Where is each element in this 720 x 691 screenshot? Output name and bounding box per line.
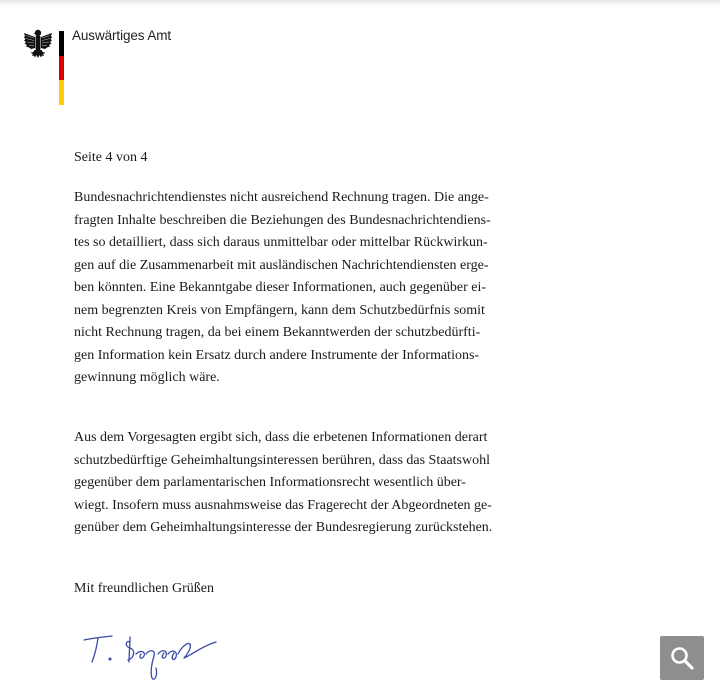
text-line: gen auf die Zusammenarbeit mit ausländischen Nachrichtendiensten erge-	[74, 257, 489, 273]
text-line: gewinnung möglich wäre.	[74, 370, 220, 385]
top-edge-shadow	[0, 0, 720, 6]
federal-eagle-icon	[23, 28, 53, 60]
text-line: genüber dem Geheimhaltungsinteresse der Bundesregierung zurückstehen.	[74, 520, 493, 535]
text-line: Bundesnachrichtendienstes nicht ausreichend Rechnung tragen. Die ange-	[74, 190, 489, 205]
flag-stripe-black	[59, 31, 64, 56]
german-flag-bar	[59, 31, 64, 105]
text-line: fragten Inhalte beschreiben die Beziehungen des Bundesnachrichtendiens-	[74, 212, 491, 228]
search-icon	[669, 645, 695, 671]
closing-greeting: Mit freundlichen Grüßen	[74, 581, 214, 596]
text-line: gegenüber dem parlamentarischen Informationsrecht wesentlich über-	[74, 475, 466, 490]
body-paragraph-1	[74, 187, 524, 390]
text-line: schutzbedürftige Geheimhaltungsinteressen berühren, dass das Staatswohl	[74, 452, 491, 468]
flag-stripe-gold	[59, 80, 64, 105]
ministry-name: Auswärtiges Amt	[72, 28, 172, 43]
body-paragraph-2	[74, 427, 524, 540]
handwritten-signature	[78, 632, 228, 688]
text-line: Aus dem Vorgesagten ergibt sich, dass die erbetenen Informationen derart	[74, 430, 488, 445]
text-line: nem begrenzten Kreis von Empfängern, kann dem Schutzbedürfnis somit	[74, 302, 485, 318]
search-button[interactable]	[660, 636, 704, 680]
text-line: gen Information kein Ersatz durch andere Instrumente der Informations-	[74, 347, 480, 363]
text-line: ben könnten. Eine Bekanntgabe dieser Informationen, auch gegenüber ei-	[74, 280, 487, 295]
page-number: Seite 4 von 4	[74, 150, 148, 165]
text-line: nicht Rechnung tragen, da bei einem Bekanntwerden der schutzbedürfti-	[74, 325, 481, 340]
text-line: tes so detailliert, dass sich daraus unmittelbar oder mittelbar Rückwirkun-	[74, 235, 488, 250]
flag-stripe-red	[59, 56, 64, 81]
text-line: wiegt. Insofern muss ausnahmsweise das Fragerecht der Abgeordneten ge-	[74, 497, 492, 513]
